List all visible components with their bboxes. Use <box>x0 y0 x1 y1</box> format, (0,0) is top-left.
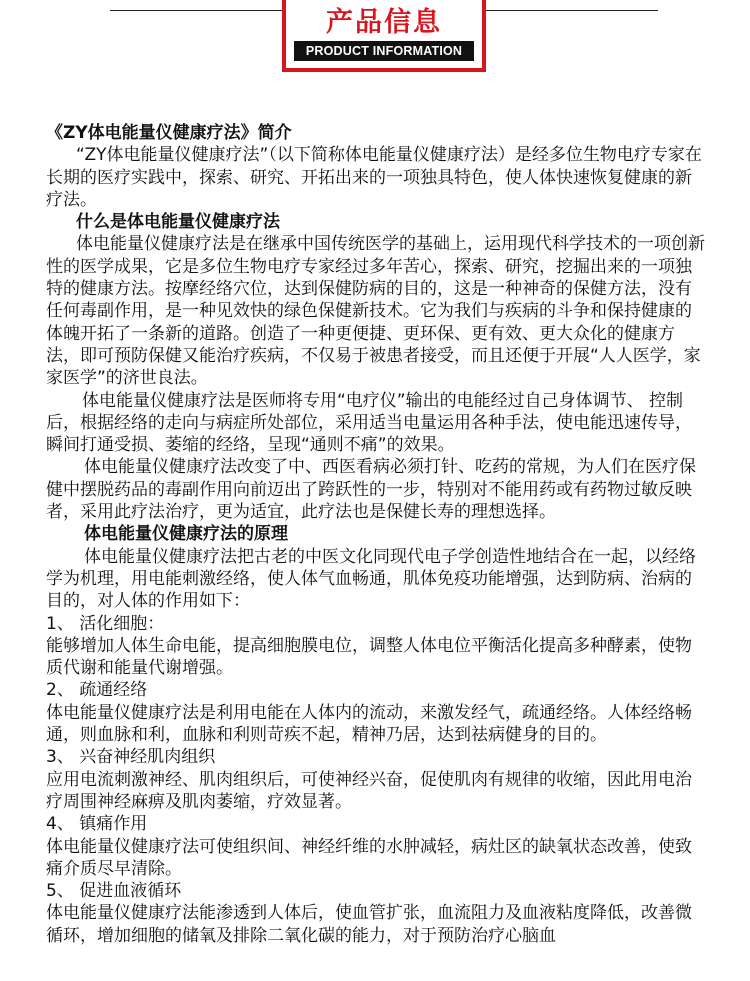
banner-title-box <box>282 0 486 72</box>
effect-title: 2、 疏通经络 <box>46 680 148 701</box>
para-what-1: 体电能量仪健康疗法是在继承中国传统医学的基础上，运用现代科学技术的一项创新性的医学成果，它是多位生物电疗专家经过多年苦心，探索、研究，挖掘出来的一项独特的健康方法。按摩经络穴位，达到保健防病的目的，这是一种神奇的保健方法，没有任何毒副作用，是一种见效快的绿色保健新技术。它为我们与疾病的斗争和保持健康的体魄开拓了一条新的道路。创造了一种更便捷、更环保、更有效、更大众化的健康方法，即可预防保健又能治疗疾病，不仅易于被患者接受，而且还便于开展“人人医学，家家医学”的济世良法。 <box>46 234 705 389</box>
effect-text: 体电能量仪健康疗法可使组织间、神经纤维的水肿减轻，病灶区的缺氧状态改善，使致痛介质尽早清除。 <box>46 836 692 879</box>
para-intro: “ZY体电能量仪健康疗法”（以下简称体电能量仪健康疗法）是经多位生物电疗专家在长期的医疗实践中，探索、研究、开拓出来的一项独具特色，使人体快速恢复健康的新疗法。 <box>46 145 702 210</box>
para-what-3: 体电能量仪健康疗法改变了中、西医看病必须打针、吃药的常规，为人们在医疗保健中摆脱药品的毒副作用向前迈出了跨跃性的一步，特别对不能用药或有药物过敏反映者，采用此疗法治疗，更为适宜，此疗法也是保健长寿的理想选择。 <box>46 457 696 523</box>
heading-what: 什么是体电能量仪健康疗法 <box>76 212 280 233</box>
para-principle: 体电能量仪健康疗法把古老的中医文化同现代电子学创造性地结合在一起，以经络学为机理，用电能刺激经络，使人体气血畅通，肌体免疫功能增强，达到防病、治病的目的，对人体的作用如下： <box>46 546 696 612</box>
banner-title-en: PRODUCT INFORMATION <box>294 41 474 61</box>
banner-rule-right <box>486 10 658 11</box>
effect-text: 体电能量仪健康疗法能渗透到人体后，使血管扩张，血流阻力及血液粘度降低，改善微循环，增加细胞的储氧及排除二氧化碳的能力，对于预防治疗心脑血 <box>46 903 692 946</box>
effect-title: 4、 镇痛作用 <box>46 814 148 835</box>
product-info-banner <box>0 0 750 80</box>
effect-text: 能够增加人体生命电能，提高细胞膜电位，调整人体电位平衡活化提高多种酵素，使物质代谢和能量代谢增强。 <box>46 635 692 679</box>
banner-rule-left <box>110 10 282 11</box>
heading-principle: 体电能量仪健康疗法的原理 <box>84 524 288 545</box>
heading-intro: 《ZY体电能量仪健康疗法》简介 <box>46 123 292 143</box>
para-what-2: 体电能量仪健康疗法是医师将专用“电疗仪”输出的电能经过自己身体调节、 控制后，根据经络的走向与病症所处部位，采用适当电量运用各种手法，使电能迅速传导，瞬间打通受损、萎缩的经络，呈现“通则不痛”的效果。 <box>46 390 692 456</box>
effect-text: 应用电流刺激神经、肌肉组织后，可使神经兴奋，促使肌肉有规律的收缩，因此用电治疗周围神经麻痹及肌肉萎缩，疗效显著。 <box>46 769 692 812</box>
effect-title: 1、 活化细胞： <box>46 613 165 634</box>
banner-title-cn: 产品信息 <box>326 7 442 38</box>
article-body <box>46 122 706 947</box>
effect-title: 5、 促进血液循环 <box>46 881 182 902</box>
effect-text: 体电能量仪健康疗法是利用电能在人体内的流动，来激发经气，疏通经络。人体经络畅通，则血脉和利，血脉和利则苛疾不起，精神乃居，达到祛病健身的目的。 <box>46 702 692 746</box>
effect-title: 3、 兴奋神经肌肉组织 <box>46 747 216 768</box>
